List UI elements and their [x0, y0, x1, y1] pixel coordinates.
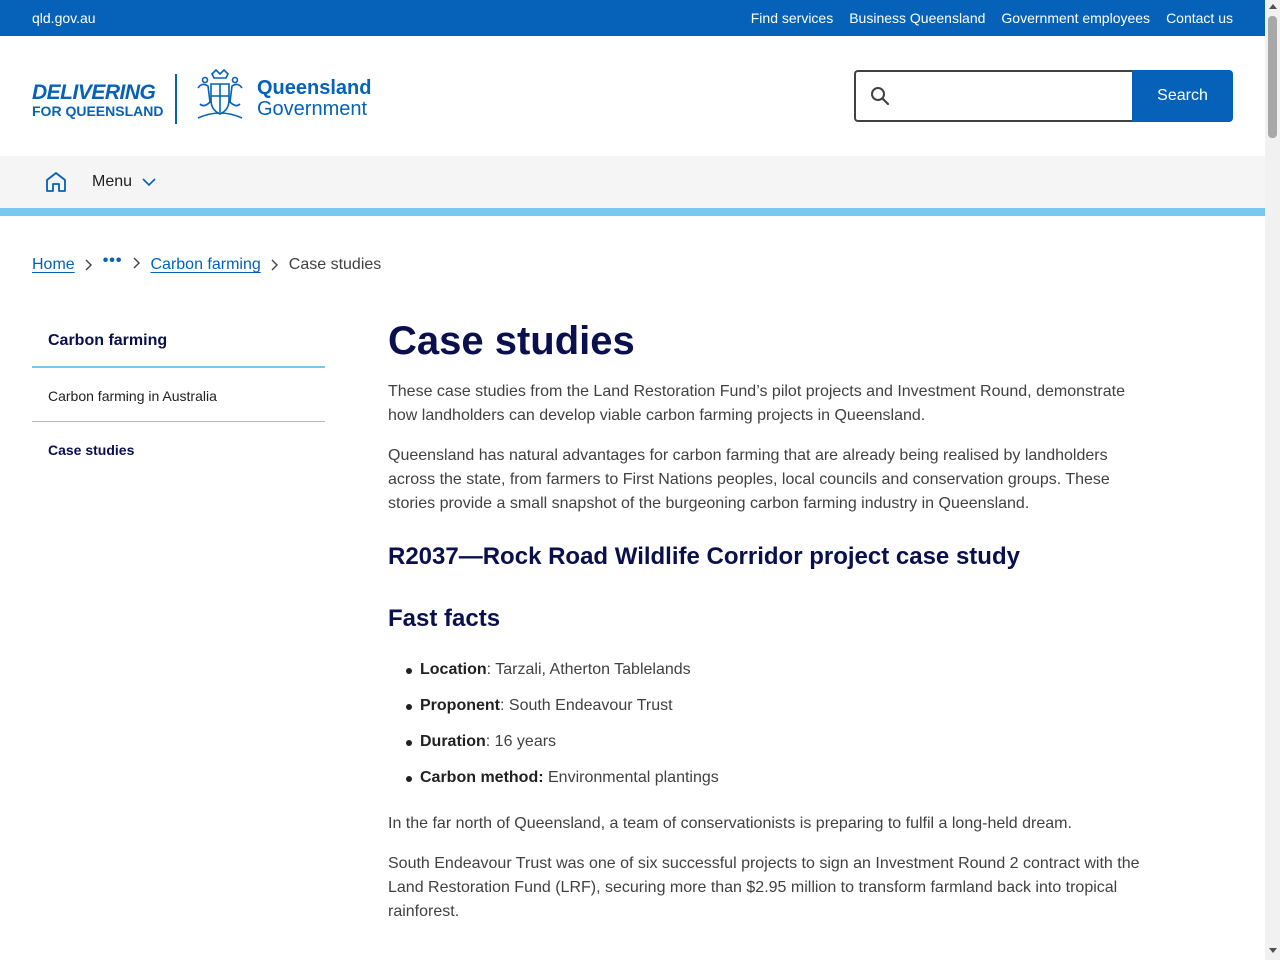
page-scrollbar[interactable] [1265, 0, 1280, 960]
fast-facts-heading: Fast facts [388, 605, 501, 632]
sidenav-item-carbon-farming-in-australia[interactable]: Carbon farming in Australia [32, 368, 325, 422]
site-search [854, 70, 1233, 122]
search-button[interactable]: Search [1132, 70, 1233, 122]
government-employees-link[interactable]: Government employees [1001, 10, 1151, 26]
find-services-link[interactable]: Find services [750, 10, 834, 26]
top-utility-bar [0, 0, 1265, 36]
site-header [0, 36, 1265, 156]
list-item [406, 658, 1148, 682]
menu-button[interactable] [92, 173, 156, 191]
fact-value: : 16 years [485, 733, 557, 750]
list-item [406, 730, 1148, 754]
scroll-up-icon[interactable] [1269, 4, 1277, 9]
logo-divider [175, 74, 177, 124]
body-paragraph-1: In the far north of Queensland, a team of conservationists is preparing to fulfil a long-held dream. [388, 815, 1072, 832]
breadcrumb-carbon-farming[interactable]: Carbon farming [150, 256, 261, 273]
fact-label: Proponent [420, 697, 500, 714]
queensland-government-wordmark [257, 78, 371, 119]
menu-label: Menu [92, 173, 133, 190]
delivering-line2: FOR QUEENSLAND [32, 103, 164, 119]
coat-of-arms-icon [192, 68, 248, 124]
fact-value: Environmental plantings [543, 769, 719, 786]
chevron-down-icon [142, 175, 156, 189]
fact-label: Location [420, 661, 487, 678]
intro-paragraph-2: Queensland has natural advantages for carbon farming that are already being realised by landholders across the state, from farmers to First Nations peoples, local councils and conservation groups. These stories provide a small snapshot of the burgeoning carbon farming industry in Queensland. [388, 447, 1110, 512]
fast-facts-list [406, 658, 1148, 790]
fact-label: Carbon method: [420, 769, 544, 786]
chevron-right-icon [127, 257, 147, 273]
list-item [406, 766, 1148, 790]
scroll-down-icon[interactable] [1269, 948, 1277, 953]
search-icon [870, 86, 890, 106]
breadcrumb [32, 252, 382, 274]
chevron-right-icon [265, 257, 285, 273]
list-item [406, 694, 1148, 718]
breadcrumb-ellipsis[interactable]: ••• [102, 252, 123, 269]
contact-us-link[interactable]: Contact us [1166, 10, 1233, 26]
case-study-heading: R2037—Rock Road Wildlife Corridor project case study [388, 543, 1020, 570]
site-link[interactable]: qld.gov.au [32, 10, 96, 26]
delivering-line1: DELIVERING [32, 81, 156, 104]
fact-label: Duration [420, 733, 486, 750]
wordmark-government: Government [257, 98, 368, 120]
nav-accent-bar [0, 208, 1265, 216]
page-title: Case studies [388, 319, 635, 363]
breadcrumb-current: Case studies [288, 256, 382, 273]
fact-value: : Tarzali, Atherton Tablelands [486, 661, 691, 678]
intro-paragraph-1: These case studies from the Land Restoration Fund’s pilot projects and Investment Round, demonstrate how landholders can develop viable carbon farming projects in Queensland. [388, 383, 1125, 424]
fact-value: : South Endeavour Trust [500, 697, 673, 714]
main-content [388, 316, 1148, 940]
scrollbar-thumb[interactable] [1268, 16, 1277, 138]
section-navigation [32, 320, 325, 476]
business-queensland-link[interactable]: Business Queensland [849, 10, 986, 26]
utility-links [751, 10, 1233, 26]
search-input[interactable] [854, 70, 1134, 122]
wordmark-queensland: Queensland [257, 77, 372, 99]
main-navigation [0, 156, 1265, 208]
sidenav-title[interactable]: Carbon farming [32, 320, 325, 368]
body-paragraph-2: South Endeavour Trust was one of six successful projects to sign an Investment Round 2 contract with the Land Restoration Fund (LRF), securing more than $2.95 million to transform farmland back into tropical rainforest. [388, 855, 1140, 920]
sidenav-item-case-studies[interactable]: Case studies [48, 442, 135, 458]
home-icon[interactable] [44, 170, 68, 194]
site-logo[interactable] [32, 68, 372, 128]
delivering-logo [32, 82, 163, 118]
breadcrumb-home[interactable]: Home [32, 256, 75, 273]
chevron-right-icon [79, 257, 99, 273]
